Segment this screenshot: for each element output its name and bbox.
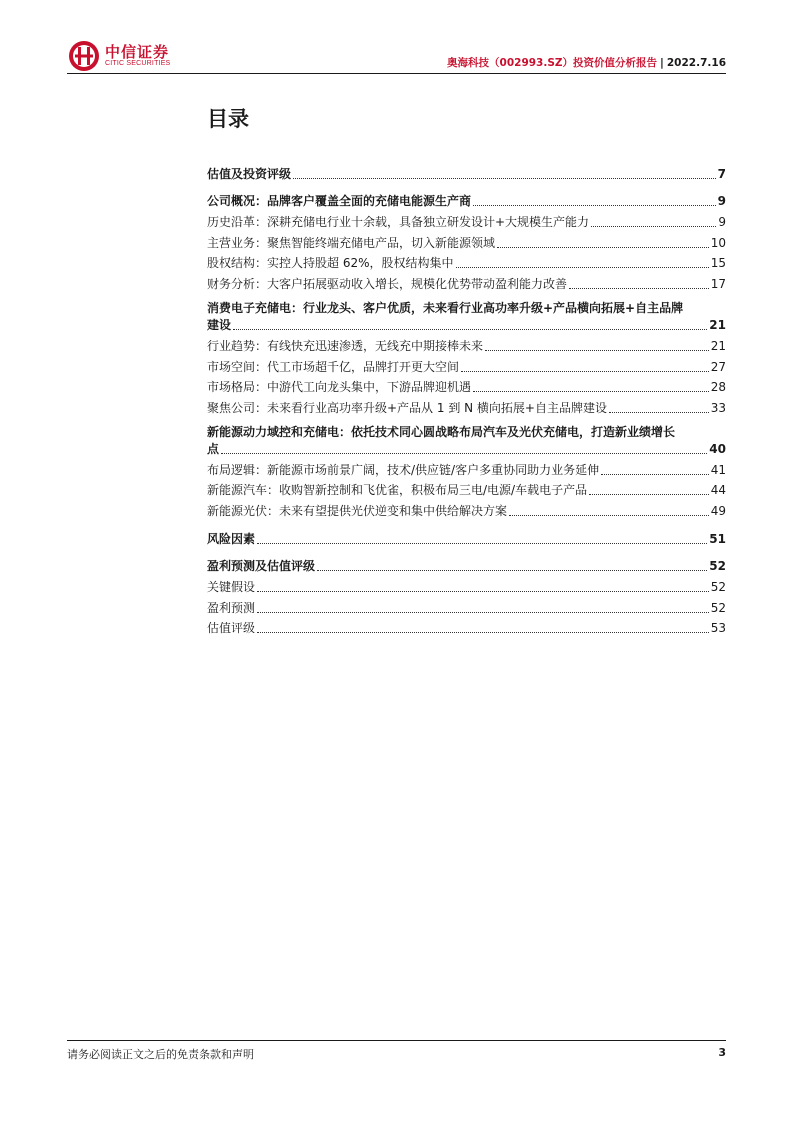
toc-entry-title: 公司概况：品牌客户覆盖全面的充储电能源生产商 [207,194,472,209]
toc-entry-title: 新能源光伏：未来有望提供光伏逆变和集中供给解决方案 [207,503,508,518]
dot-leader [317,570,707,571]
toc-entry-title: 主营业务：聚焦智能终端充储电产品，切入新能源领域 [207,235,496,250]
dot-leader [485,350,709,351]
toc-entry-company-focus[interactable] [207,396,726,417]
toc-entry-title: 新能源汽车：收购智新控制和飞优雀，积极布局三电/电源/车载电子产品 [207,483,588,498]
toc-entry-risk-factors[interactable] [207,527,726,548]
toc-page-number: 9 [717,194,726,209]
toc-entry-company-overview[interactable] [207,190,726,211]
toc-page-number: 53 [710,621,726,636]
toc-entry-title: 历史沿革：深耕充储电行业十余载，具备独立研发设计+大规模生产能力 [207,215,590,230]
toc-entry-title: 估值评级 [207,621,256,636]
header-divider [67,73,726,74]
toc-entry-title: 估值及投资评级 [207,166,292,181]
report-title: 奥海科技（002993.SZ）投资价值分析报告 [447,57,658,69]
dot-leader [221,453,707,454]
toc-entry-new-energy-line1[interactable]: 新能源动力域控和充储电：依托技术同心圆战略布局汽车及光伏充储电，打造新业绩增长 [207,424,676,439]
toc-entry-shareholding[interactable] [207,252,726,273]
toc-heading: 目录 [207,107,249,131]
dot-leader [473,391,709,392]
toc-entry-layout-logic[interactable] [207,458,726,479]
toc-page-number: 52 [710,580,726,594]
toc-entry-consumer-charging[interactable] [207,317,726,334]
toc-page-number: 10 [710,235,726,250]
dot-leader [589,494,709,495]
toc-entry-valuation[interactable] [207,162,726,183]
dot-leader [257,612,709,613]
footer-disclaimer: 请务必阅读正文之后的免责条款和声明 [67,1048,254,1061]
dot-leader [609,412,709,413]
table-of-contents [207,162,726,637]
toc-page-number: 41 [710,462,726,477]
toc-entry-industry-trend[interactable] [207,334,726,355]
toc-entry-title: 布局逻辑：新能源市场前景广阔，技术/供应链/客户多重协同助力业务延伸 [207,462,600,477]
toc-entry-financial-analysis[interactable] [207,272,726,293]
toc-entry-new-energy-pv[interactable] [207,499,726,520]
toc-entry-title: 关键假设 [207,580,256,594]
dot-leader [257,543,707,544]
toc-entry-title: 盈利预测及估值评级 [207,559,316,574]
dot-leader [257,632,709,633]
toc-page-number: 52 [709,559,726,574]
toc-entry-key-assumptions[interactable] [207,575,726,596]
report-date: 2022.7.16 [666,57,726,69]
dot-leader [461,371,709,372]
toc-entry-title: 股权结构：实控人持股超 62%，股权结构集中 [207,256,454,271]
company-logo [68,40,208,74]
brand-name-cn: 中信证券 [105,43,170,61]
toc-entry-market-structure[interactable] [207,376,726,397]
toc-entry-earnings-forecast[interactable] [207,596,726,617]
toc-page-number: 52 [710,600,726,615]
toc-entry-title: 市场格局：中游代工向龙头集中，下游品牌迎机遇 [207,380,472,395]
toc-entry-title: 市场空间：代工市场超千亿，品牌打开更大空间 [207,359,460,374]
toc-entry-new-energy-vehicle[interactable] [207,479,726,500]
dot-leader [569,288,709,289]
dot-leader [601,474,709,475]
toc-entry-history[interactable] [207,210,726,231]
dot-leader [591,226,716,227]
toc-entry-market-space[interactable] [207,355,726,376]
dot-leader [257,591,709,592]
page-number: 3 [718,1046,726,1059]
header-separator: | [660,57,664,69]
toc-page-number: 27 [710,359,726,374]
toc-page-number: 21 [709,318,726,333]
toc-entry-title: 风险因素 [207,531,256,546]
toc-page-number: 40 [709,441,726,456]
dot-leader [497,247,709,248]
toc-page-number: 15 [710,256,726,271]
toc-page-number: 51 [709,531,726,546]
toc-page-number: 33 [710,400,726,415]
dot-leader [509,515,709,516]
dot-leader [473,205,716,206]
toc-entry-new-energy[interactable] [207,441,726,458]
toc-page-number: 21 [710,338,726,353]
toc-page-number: 28 [710,380,726,395]
toc-entry-earnings-forecast-rating[interactable] [207,555,726,576]
footer-divider [67,1040,726,1041]
toc-entry-title: 行业趋势：有线快充迅速渗透，无线充中期接棒未来 [207,338,484,353]
report-header [447,55,726,70]
toc-page-number: 17 [710,277,726,292]
toc-entry-valuation-rating[interactable] [207,617,726,638]
toc-page-number: 49 [710,503,726,518]
toc-page-number: 44 [710,483,726,498]
toc-entry-title: 建设 [207,318,232,333]
toc-entry-title: 聚焦公司：未来看行业高功率升级+产品从 1 到 N 横向拓展+自主品牌建设 [207,400,607,415]
citic-logo-icon [68,40,100,72]
toc-page-number: 7 [717,166,726,181]
toc-entry-title: 点 [207,441,220,456]
toc-page-number: 9 [718,215,726,230]
dot-leader [293,178,716,179]
dot-leader [456,267,709,268]
dot-leader [233,329,707,330]
toc-entry-main-business[interactable] [207,231,726,252]
toc-entry-consumer-charging-line1[interactable]: 消费电子充储电：行业龙头、客户优质，未来看行业高功率升级+产品横向拓展+自主品牌 [207,301,684,316]
toc-entry-title: 财务分析：大客户拓展驱动收入增长，规模化优势带动盈利能力改善 [207,277,568,292]
brand-name-en: CITIC SECURITIES [105,60,171,67]
toc-entry-title: 盈利预测 [207,600,256,615]
